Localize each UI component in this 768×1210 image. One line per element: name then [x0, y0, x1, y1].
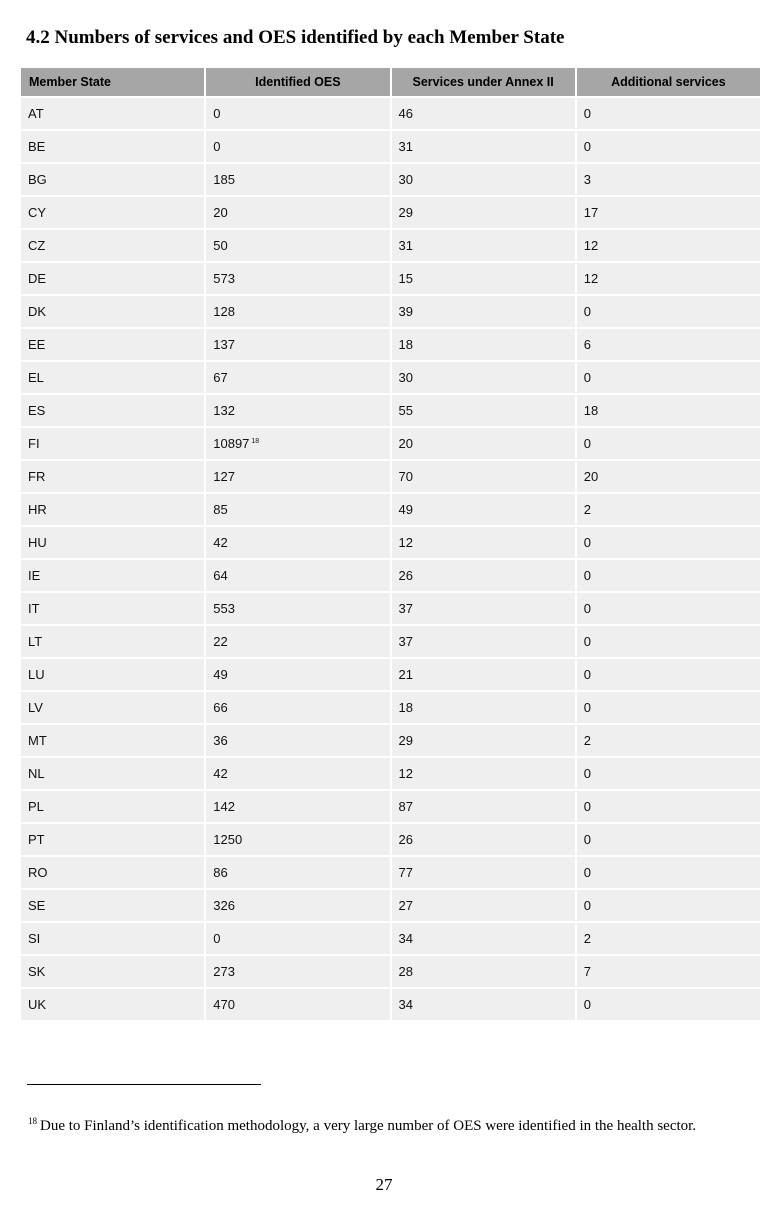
- cell-annex-services: [392, 923, 575, 954]
- cell-identified-oes-value: 273: [213, 964, 235, 979]
- cell-annex-services: [392, 461, 575, 492]
- cell-member-state: [21, 923, 204, 954]
- table-row: [21, 428, 760, 459]
- cell-identified-oes: [206, 560, 389, 591]
- cell-additional-services: [577, 890, 760, 921]
- cell-additional-services: [577, 329, 760, 360]
- cell-additional-services-value: 0: [583, 568, 591, 583]
- cell-member-state: [21, 329, 204, 360]
- cell-annex-services: [392, 263, 575, 294]
- cell-annex-services: [392, 197, 575, 228]
- cell-member-state: [21, 164, 204, 195]
- cell-additional-services: [577, 197, 760, 228]
- cell-additional-services-value: 0: [583, 997, 591, 1012]
- cell-annex-services-value: 12: [398, 535, 413, 550]
- cell-identified-oes-value: 0: [213, 106, 221, 121]
- cell-annex-services-value: 29: [398, 205, 413, 220]
- cell-identified-oes: [206, 362, 389, 393]
- cell-additional-services: [577, 857, 760, 888]
- cell-identified-oes: [206, 329, 389, 360]
- footnote-number: 18: [28, 1116, 37, 1126]
- cell-identified-oes-value: 142: [213, 799, 235, 814]
- cell-annex-services: [392, 593, 575, 624]
- table-row: [21, 230, 760, 261]
- cell-member-state: [21, 725, 204, 756]
- cell-annex-services-value: 29: [398, 733, 413, 748]
- cell-member-state: [21, 362, 204, 393]
- cell-identified-oes-value: 0: [213, 139, 221, 154]
- cell-identified-oes: [206, 98, 389, 129]
- cell-annex-services-value: 20: [398, 436, 413, 451]
- cell-additional-services-value: 0: [583, 898, 591, 913]
- cell-member-state-value: NL: [28, 766, 45, 781]
- cell-additional-services-value: 0: [583, 436, 591, 451]
- cell-identified-oes: [206, 164, 389, 195]
- cell-member-state: [21, 494, 204, 525]
- cell-member-state-value: LT: [28, 634, 43, 649]
- cell-annex-services: [392, 956, 575, 987]
- cell-identified-oes: [206, 428, 389, 459]
- cell-identified-oes-value: 10897: [213, 436, 250, 451]
- cell-identified-oes: [206, 230, 389, 261]
- cell-identified-oes-value: 137: [213, 337, 235, 352]
- cell-member-state: [21, 461, 204, 492]
- cell-identified-oes-value: 42: [213, 535, 228, 550]
- cell-annex-services: [392, 131, 575, 162]
- cell-additional-services-value: 12: [583, 271, 599, 286]
- page-title: 4.2 Numbers of services and OES identified by each Member State: [26, 27, 565, 48]
- table-row: [21, 494, 760, 525]
- cell-member-state: [21, 527, 204, 558]
- cell-identified-oes-value: 64: [213, 568, 228, 583]
- cell-identified-oes-value: 127: [213, 469, 235, 484]
- table-row: [21, 692, 760, 723]
- cell-member-state: [21, 560, 204, 591]
- cell-identified-oes: [206, 824, 389, 855]
- cell-annex-services-value: 31: [398, 238, 413, 253]
- cell-identified-oes: [206, 857, 389, 888]
- table-row: [21, 956, 760, 987]
- cell-additional-services: [577, 230, 760, 261]
- cell-annex-services-value: 37: [398, 601, 413, 616]
- cell-additional-services: [577, 956, 760, 987]
- cell-annex-services-value: 34: [398, 997, 413, 1012]
- cell-identified-oes: [206, 131, 389, 162]
- cell-member-state-value: IE: [28, 568, 41, 583]
- cell-member-state-value: SE: [28, 898, 46, 913]
- cell-annex-services: [392, 890, 575, 921]
- cell-annex-services: [392, 659, 575, 690]
- cell-member-state-value: BE: [28, 139, 46, 154]
- cell-additional-services-value: 17: [583, 205, 599, 220]
- cell-member-state-value: LV: [28, 700, 43, 715]
- cell-annex-services-value: 70: [398, 469, 413, 484]
- table-header: [21, 68, 760, 96]
- cell-member-state: [21, 230, 204, 261]
- cell-additional-services-value: 20: [583, 469, 599, 484]
- cell-annex-services: [392, 98, 575, 129]
- cell-annex-services: [392, 791, 575, 822]
- cell-member-state-value: AT: [28, 106, 44, 121]
- cell-member-state: [21, 692, 204, 723]
- cell-additional-services-value: 7: [583, 964, 591, 979]
- cell-additional-services-value: 0: [583, 667, 591, 682]
- table-row: [21, 98, 760, 129]
- cell-member-state: [21, 197, 204, 228]
- cell-member-state-value: SK: [28, 964, 46, 979]
- cell-identified-oes: [206, 725, 389, 756]
- cell-additional-services: [577, 791, 760, 822]
- footnote-divider: [27, 1084, 261, 1085]
- cell-annex-services: [392, 989, 575, 1020]
- cell-member-state-value: PT: [28, 832, 45, 847]
- cell-identified-oes: [206, 692, 389, 723]
- table-row: [21, 791, 760, 822]
- cell-additional-services: [577, 527, 760, 558]
- cell-annex-services-value: 21: [398, 667, 413, 682]
- table-row: [21, 923, 760, 954]
- cell-identified-oes-value: 66: [213, 700, 228, 715]
- column-header-member-state: Member State: [21, 68, 204, 96]
- cell-annex-services: [392, 164, 575, 195]
- cell-member-state: [21, 890, 204, 921]
- cell-identified-oes-value: 20: [213, 205, 228, 220]
- cell-identified-oes-value: 0: [213, 931, 221, 946]
- cell-member-state-value: IT: [28, 601, 40, 616]
- cell-additional-services-value: 0: [583, 700, 591, 715]
- cell-annex-services: [392, 428, 575, 459]
- cell-additional-services: [577, 758, 760, 789]
- cell-annex-services-value: 12: [398, 766, 413, 781]
- cell-additional-services-value: 12: [583, 238, 599, 253]
- cell-additional-services-value: 0: [583, 799, 591, 814]
- cell-identified-oes-value: 132: [213, 403, 235, 418]
- cell-identified-oes: [206, 956, 389, 987]
- cell-annex-services-value: 28: [398, 964, 413, 979]
- cell-identified-oes-value: 185: [213, 172, 235, 187]
- cell-annex-services: [392, 296, 575, 327]
- cell-annex-services-value: 46: [398, 106, 413, 121]
- cell-annex-services: [392, 824, 575, 855]
- cell-member-state-value: DE: [28, 271, 47, 286]
- table-row: [21, 725, 760, 756]
- cell-member-state: [21, 296, 204, 327]
- cell-annex-services-value: 39: [398, 304, 413, 319]
- table-row: [21, 362, 760, 393]
- table-row: [21, 890, 760, 921]
- cell-identified-oes: [206, 626, 389, 657]
- cell-additional-services-value: 0: [583, 601, 591, 616]
- cell-identified-oes: [206, 989, 389, 1020]
- table-row: [21, 593, 760, 624]
- cell-member-state-value: FR: [28, 469, 46, 484]
- cell-member-state-value: ES: [28, 403, 46, 418]
- cell-member-state-value: CY: [28, 205, 47, 220]
- cell-annex-services-value: 77: [398, 865, 413, 880]
- table-row: [21, 857, 760, 888]
- cell-member-state-value: BG: [28, 172, 47, 187]
- cell-additional-services: [577, 923, 760, 954]
- cell-additional-services: [577, 428, 760, 459]
- table-row: [21, 626, 760, 657]
- cell-member-state: [21, 131, 204, 162]
- cell-additional-services-value: 18: [583, 403, 599, 418]
- cell-additional-services: [577, 461, 760, 492]
- cell-annex-services: [392, 692, 575, 723]
- table-body: [21, 98, 760, 1020]
- cell-member-state-value: EL: [28, 370, 44, 385]
- cell-annex-services-value: 87: [398, 799, 413, 814]
- table-row: [21, 824, 760, 855]
- cell-member-state-value: DK: [28, 304, 47, 319]
- cell-identified-oes: [206, 593, 389, 624]
- cell-identified-oes-value: 553: [213, 601, 235, 616]
- cell-annex-services-value: 18: [398, 700, 413, 715]
- cell-identified-oes-value: 67: [213, 370, 228, 385]
- cell-member-state-value: CZ: [28, 238, 46, 253]
- cell-additional-services-value: 2: [583, 931, 591, 946]
- cell-additional-services-value: 0: [583, 370, 591, 385]
- cell-annex-services-value: 26: [398, 568, 413, 583]
- cell-identified-oes-value: 326: [213, 898, 235, 913]
- cell-annex-services-value: 34: [398, 931, 413, 946]
- cell-additional-services-value: 0: [583, 304, 591, 319]
- cell-identified-oes-value: 128: [213, 304, 235, 319]
- table-row: [21, 131, 760, 162]
- cell-identified-oes-value: 86: [213, 865, 228, 880]
- cell-member-state: [21, 428, 204, 459]
- cell-additional-services-value: 0: [583, 865, 591, 880]
- table-row: [21, 560, 760, 591]
- cell-identified-oes: [206, 197, 389, 228]
- cell-identified-oes: [206, 395, 389, 426]
- cell-member-state-value: EE: [28, 337, 46, 352]
- cell-annex-services-value: 31: [398, 139, 413, 154]
- cell-annex-services: [392, 395, 575, 426]
- footnote-reference: 18: [251, 437, 260, 445]
- table-row: [21, 164, 760, 195]
- cell-additional-services: [577, 131, 760, 162]
- footnote-text: Due to Finland’s identification methodology, a very large number of OES were identified in the health sector.: [40, 1118, 697, 1134]
- cell-annex-services: [392, 494, 575, 525]
- cell-member-state: [21, 857, 204, 888]
- cell-identified-oes: [206, 461, 389, 492]
- cell-identified-oes-value: 50: [213, 238, 228, 253]
- cell-annex-services-value: 15: [398, 271, 413, 286]
- cell-additional-services-value: 3: [583, 172, 591, 187]
- cell-member-state-value: HR: [28, 502, 47, 517]
- cell-additional-services: [577, 659, 760, 690]
- cell-additional-services-value: 6: [583, 337, 591, 352]
- table-header-row: [21, 68, 760, 96]
- column-header-identified-oes: Identified OES: [206, 68, 389, 96]
- cell-additional-services: [577, 692, 760, 723]
- cell-identified-oes-value: 49: [213, 667, 228, 682]
- cell-identified-oes-value: 36: [213, 733, 228, 748]
- cell-identified-oes: [206, 659, 389, 690]
- cell-annex-services-value: 18: [398, 337, 413, 352]
- cell-annex-services: [392, 725, 575, 756]
- cell-annex-services: [392, 626, 575, 657]
- cell-additional-services: [577, 560, 760, 591]
- cell-annex-services: [392, 329, 575, 360]
- cell-identified-oes-value: 22: [213, 634, 228, 649]
- cell-additional-services: [577, 824, 760, 855]
- cell-additional-services: [577, 395, 760, 426]
- table-row: [21, 461, 760, 492]
- cell-annex-services: [392, 527, 575, 558]
- cell-additional-services: [577, 626, 760, 657]
- cell-member-state: [21, 263, 204, 294]
- column-header-additional-services: Additional services: [577, 68, 760, 96]
- cell-annex-services-value: 26: [398, 832, 413, 847]
- cell-identified-oes: [206, 494, 389, 525]
- table-row: [21, 263, 760, 294]
- cell-identified-oes: [206, 296, 389, 327]
- cell-identified-oes-value: 1250: [213, 832, 243, 847]
- cell-annex-services-value: 30: [398, 370, 413, 385]
- table-row: [21, 758, 760, 789]
- table-row: [21, 329, 760, 360]
- cell-annex-services: [392, 230, 575, 261]
- cell-annex-services-value: 27: [398, 898, 413, 913]
- cell-additional-services: [577, 725, 760, 756]
- cell-additional-services: [577, 98, 760, 129]
- cell-identified-oes: [206, 890, 389, 921]
- cell-additional-services: [577, 296, 760, 327]
- cell-identified-oes-value: 42: [213, 766, 228, 781]
- cell-additional-services: [577, 494, 760, 525]
- cell-member-state: [21, 395, 204, 426]
- cell-annex-services-value: 49: [398, 502, 413, 517]
- cell-additional-services-value: 0: [583, 139, 591, 154]
- cell-annex-services: [392, 758, 575, 789]
- cell-annex-services-value: 30: [398, 172, 413, 187]
- cell-additional-services-value: 0: [583, 766, 591, 781]
- table-row: [21, 527, 760, 558]
- column-header-annex-services: Services under Annex II: [392, 68, 575, 96]
- cell-additional-services-value: 0: [583, 832, 591, 847]
- page-number: 27: [375, 1175, 393, 1194]
- cell-additional-services: [577, 362, 760, 393]
- cell-additional-services-value: 2: [583, 502, 591, 517]
- cell-additional-services: [577, 263, 760, 294]
- cell-identified-oes: [206, 263, 389, 294]
- cell-additional-services-value: 0: [583, 634, 591, 649]
- cell-identified-oes-value: 470: [213, 997, 235, 1012]
- cell-additional-services-value: 0: [583, 535, 591, 550]
- cell-annex-services: [392, 362, 575, 393]
- cell-annex-services-value: 37: [398, 634, 413, 649]
- cell-annex-services: [392, 560, 575, 591]
- cell-member-state-value: MT: [28, 733, 47, 748]
- table-row: [21, 296, 760, 327]
- cell-member-state-value: HU: [28, 535, 47, 550]
- cell-annex-services: [392, 857, 575, 888]
- cell-additional-services: [577, 593, 760, 624]
- cell-member-state-value: UK: [28, 997, 47, 1012]
- cell-member-state: [21, 98, 204, 129]
- footnote: [28, 1118, 696, 1135]
- cell-member-state: [21, 791, 204, 822]
- cell-identified-oes-value: 85: [213, 502, 228, 517]
- cell-member-state: [21, 593, 204, 624]
- cell-member-state: [21, 956, 204, 987]
- cell-member-state: [21, 626, 204, 657]
- cell-member-state-value: LU: [28, 667, 45, 682]
- cell-member-state-value: FI: [28, 436, 40, 451]
- table-row: [21, 197, 760, 228]
- cell-identified-oes: [206, 791, 389, 822]
- table-row: [21, 659, 760, 690]
- table-row: [21, 395, 760, 426]
- cell-additional-services: [577, 989, 760, 1020]
- cell-additional-services-value: 0: [583, 106, 591, 121]
- table-row: [21, 989, 760, 1020]
- cell-member-state-value: PL: [28, 799, 44, 814]
- cell-member-state: [21, 989, 204, 1020]
- cell-member-state-value: SI: [28, 931, 41, 946]
- cell-member-state: [21, 758, 204, 789]
- cell-identified-oes-value: 573: [213, 271, 235, 286]
- cell-identified-oes: [206, 923, 389, 954]
- cell-identified-oes: [206, 527, 389, 558]
- oes-table: [19, 66, 762, 1022]
- cell-additional-services: [577, 164, 760, 195]
- cell-identified-oes: [206, 758, 389, 789]
- cell-member-state: [21, 824, 204, 855]
- cell-member-state-value: RO: [28, 865, 48, 880]
- cell-annex-services-value: 55: [398, 403, 413, 418]
- cell-additional-services-value: 2: [583, 733, 591, 748]
- cell-member-state: [21, 659, 204, 690]
